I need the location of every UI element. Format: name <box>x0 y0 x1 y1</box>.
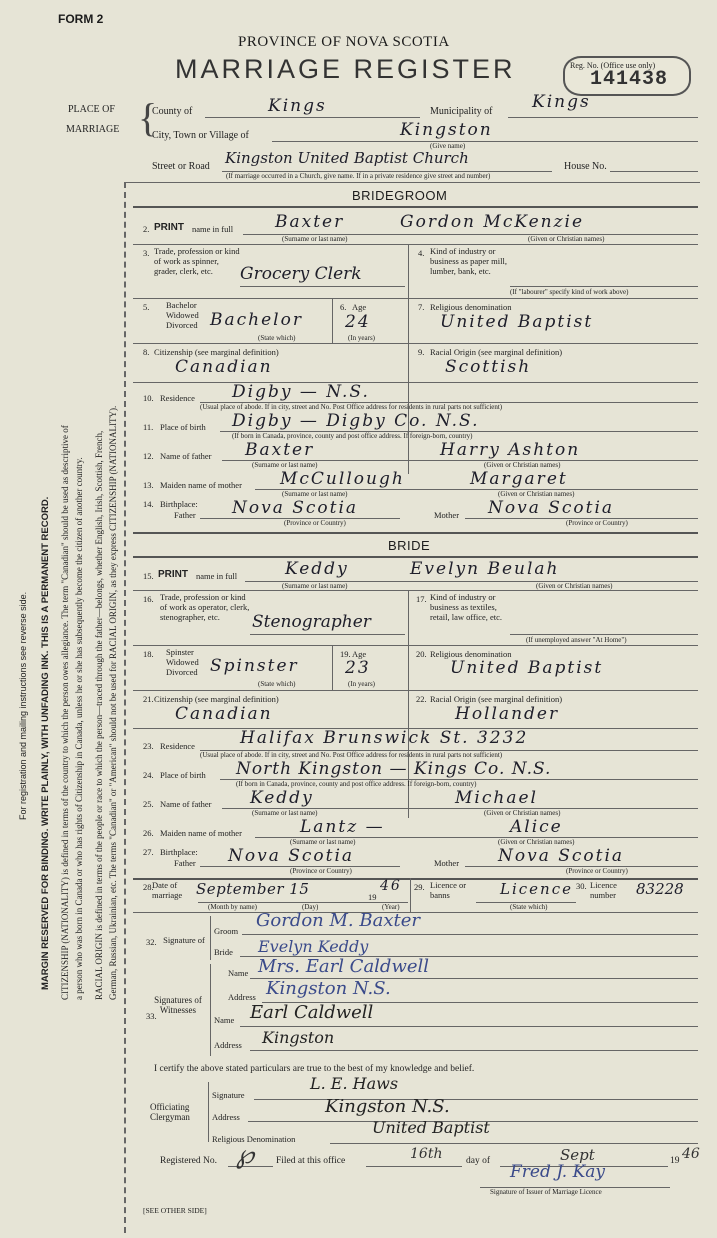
bride-birthplace-note: (If born in Canada, province, county and post office address. If foreign-born, country) <box>236 780 477 788</box>
groom-residence: Digby — N.S. <box>232 382 370 402</box>
side-note-margin: MARGIN RESERVED FOR BINDING. WRITE PLAINLY, WITH UNFADING INK. THIS IS A PERMANENT RECORD. <box>40 496 51 990</box>
father-label: Name of father <box>160 451 212 461</box>
bride-heading: BRIDE <box>388 538 431 553</box>
day-of-label: day of <box>466 1156 491 1166</box>
bride-citizenship-label: Citizenship (see marginal definition) <box>154 694 279 704</box>
field-num-5: 5. <box>143 302 150 312</box>
clergy-denomination-label: Religious Denomination <box>212 1134 296 1144</box>
field-num-33: 33. <box>146 1011 157 1021</box>
groom-mother-birthplace: Nova Scotia <box>488 498 615 518</box>
bride-surname-caption: (Surname or last name) <box>282 582 348 590</box>
groom-religion: United Baptist <box>440 312 594 332</box>
house-label: House No. <box>564 161 607 172</box>
trade-label: Trade, profession or kind of work as spinner, grader, clerk, etc. <box>154 246 240 276</box>
see-other-side: [SEE OTHER SIDE] <box>143 1206 207 1215</box>
filed-day: 16th <box>410 1146 443 1162</box>
witness2-address-label: Address <box>214 1040 242 1050</box>
bride-mother-surname-caption: (Surname or last name) <box>290 838 356 846</box>
field-num-8: 8. <box>143 347 150 357</box>
field-num-32: 32. <box>146 937 157 947</box>
issuer-signature: Fred J. Kay <box>510 1162 606 1182</box>
bride-mother-birthplace: Nova Scotia <box>498 846 625 866</box>
groom-racial: Scottish <box>445 357 532 377</box>
field-num-10: 10. <box>143 393 154 403</box>
bride-trade: Stenographer <box>252 612 371 632</box>
bride-signature: Evelyn Keddy <box>258 937 369 956</box>
field-num-3: 3. <box>143 248 150 258</box>
bride-residence: Halifax Brunswick St. 3232 <box>240 728 529 748</box>
witness2-address: Kingston <box>262 1028 335 1047</box>
bride-racial: Hollander <box>455 704 560 724</box>
side-note-instructions: For registration and mailing instructions see reverse side. <box>18 591 28 820</box>
field-num-18: 18. <box>143 649 154 659</box>
field-num-23: 23. <box>143 741 154 751</box>
field-num-30: 30. <box>576 881 587 891</box>
year-caption: (Year) <box>382 903 400 911</box>
bride-father-given-caption: (Given or Christian names) <box>484 809 561 817</box>
bride-mother-label: Maiden name of mother <box>160 828 242 838</box>
field-num-16: 16. <box>143 594 154 604</box>
bride-status-label: Spinster Widowed Divorced <box>166 647 199 677</box>
in-years-caption: (In years) <box>348 334 376 342</box>
place-of-label: PLACE OF <box>68 104 115 115</box>
side-note-racial-1: RACIAL ORIGIN is defined in terms of the people or race to which the person—traced through the father—belongs, whether English, Irish, Scottish, French, <box>94 430 104 1000</box>
bride-trade-label: Trade, profession or kind of work as operator, clerk, stenographer, etc. <box>160 592 250 622</box>
registered-mark: ℘ <box>236 1140 255 1170</box>
witness1-name: Mrs. Earl Caldwell <box>258 956 430 977</box>
city-value: Kingston <box>400 120 493 140</box>
religion-label: Religious denomination <box>430 302 512 312</box>
field-num-17: 17. <box>416 594 427 604</box>
status-label: Bachelor Widowed Divorced <box>166 300 199 330</box>
field-num-24: 24. <box>143 770 154 780</box>
reg-no-value: 141438 <box>590 68 669 91</box>
form-number: FORM 2 <box>58 12 104 26</box>
father-bp-caption: (Province or Country) <box>284 519 346 527</box>
licence-type: Licence <box>500 880 573 898</box>
mother-bp-caption: (Province or Country) <box>566 519 628 527</box>
birthplace-label: Place of birth <box>160 422 206 432</box>
groom-surname: Baxter <box>275 212 345 232</box>
bride-residence-label: Residence <box>160 741 195 751</box>
bride-father-given: Michael <box>455 788 538 808</box>
industry-label: Kind of industry or business as paper mill, lumber, bank, etc. <box>430 246 507 276</box>
birthplace-note: (If born in Canada, province, county and post office address. If foreign-born, country) <box>232 432 473 440</box>
issuer-caption: Signature of Issuer of Marriage Licence <box>490 1188 602 1196</box>
bride-age-label: Age <box>352 649 367 659</box>
year-prefix: 19 <box>368 892 377 902</box>
clergy-signature-label: Signature <box>212 1090 245 1100</box>
mother-word: Mother <box>434 510 460 520</box>
witness2-name: Earl Caldwell <box>250 1002 374 1023</box>
municipality-value: Kings <box>532 92 591 112</box>
day-caption: (Day) <box>302 903 319 911</box>
bride-name-in-full-label: name in full <box>196 571 238 581</box>
bride-father-bp-caption: (Province or Country) <box>290 867 352 875</box>
racial-label: Racial Origin (see marginal definition) <box>430 347 563 357</box>
mother-label: Maiden name of mother <box>160 480 242 490</box>
witness2-name-label: Name <box>214 1015 235 1025</box>
field-num-25: 25. <box>143 799 154 809</box>
field-num-27: 27. <box>143 847 154 857</box>
bride-print-label: PRINT <box>158 569 188 580</box>
marriage-date: September 15 <box>196 880 310 898</box>
father-word: Father <box>174 510 196 520</box>
citizenship-label: Citizenship (see marginal definition) <box>154 347 279 357</box>
age-label: Age <box>352 302 367 312</box>
field-num-11: 11. <box>143 422 154 432</box>
print-label: PRINT <box>154 222 184 233</box>
province-heading: PROVINCE OF NOVA SCOTIA <box>238 34 450 50</box>
clergy-denomination: United Baptist <box>372 1118 490 1137</box>
bride-state-which: (State which) <box>258 680 296 688</box>
name-in-full-label: name in full <box>192 224 234 234</box>
signature-of-label: Signature of <box>163 935 205 945</box>
bride-mother-given-caption: (Given or Christian names) <box>498 838 575 846</box>
bride-birthplace-label: Place of birth <box>160 770 206 780</box>
bride-residence-note: (Usual place of abode. If in city, street and No. Post Office address for residents in rural parts not sufficient) <box>200 751 503 759</box>
groom-mother-surname: McCullough <box>280 469 405 489</box>
bridegroom-heading: BRIDEGROOM <box>352 188 448 203</box>
page-title: MARRIAGE REGISTER <box>175 54 516 84</box>
clergy-address-label: Address <box>212 1112 240 1122</box>
certify-statement: I certify the above stated particulars are true to the best of my knowledge and belief. <box>154 1064 475 1074</box>
field-num-20: 20. <box>416 649 427 659</box>
groom-label: Groom <box>214 926 239 936</box>
marriage-label: MARRIAGE <box>66 124 120 135</box>
date-label: Date of marriage <box>152 880 183 900</box>
field-num-7: 7. <box>418 302 425 312</box>
bride-religion: United Baptist <box>450 658 604 678</box>
field-num-9: 9. <box>418 347 425 357</box>
side-note-citizenship-2: a person who was born in Canada or who has rights of Citizenship in Canada, unless he or she has subsequently become the citizen of another country. <box>74 457 84 1000</box>
bride-father-birthplace: Nova Scotia <box>228 846 355 866</box>
field-num-26: 26. <box>143 828 154 838</box>
state-which-caption: (State which) <box>258 334 296 342</box>
field-num-21: 21. <box>143 694 154 704</box>
bride-mother-bp-caption: (Province or Country) <box>566 867 628 875</box>
bride-industry-note: (If unemployed answer "At Home") <box>526 636 627 644</box>
city-label: City, Town or Village of <box>152 130 249 141</box>
bride-industry-label: Kind of industry or business as textiles, retail, law office, etc. <box>430 592 503 622</box>
field-num-15: 15. <box>143 571 154 581</box>
field-num-28: 28. <box>143 882 154 892</box>
bride-father-surname: Keddy <box>250 788 314 808</box>
bride-birthplace2-label: Birthplace: <box>160 847 198 857</box>
field-num-4: 4. <box>418 248 425 258</box>
mother-given-caption: (Given or Christian names) <box>498 490 575 498</box>
birthplace2-label: Birthplace: <box>160 499 198 509</box>
bride-given: Evelyn Beulah <box>410 559 560 579</box>
bride-status: Spinster <box>210 656 299 676</box>
groom-birthplace: Digby — Digby Co. N.S. <box>232 411 480 431</box>
marriage-year: 46 <box>380 878 402 894</box>
officiating-label: Officiating Clergyman <box>150 1102 190 1123</box>
filed-year-prefix: 19 <box>670 1156 680 1166</box>
field-num-13: 13. <box>143 480 154 490</box>
mother-surname-caption: (Surname or last name) <box>282 490 348 498</box>
bride-father-surname-caption: (Surname or last name) <box>252 809 318 817</box>
groom-age: 24 <box>345 312 371 332</box>
bride-in-years: (In years) <box>348 680 376 688</box>
bride-religion-label: Religious denomination <box>430 649 512 659</box>
filed-label: Filed at this office <box>276 1156 346 1166</box>
bride-mother-given: Alice <box>510 817 563 837</box>
clergy-address: Kingston N.S. <box>325 1096 450 1117</box>
street-note: (If marriage occurred in a Church, give name. If in a private residence give street and number) <box>226 172 491 180</box>
licence-state-caption: (State which) <box>510 903 548 911</box>
licence-number: 83228 <box>636 880 684 898</box>
give-name-caption: (Give name) <box>430 142 466 150</box>
bride-label: Bride <box>214 947 233 957</box>
residence-label: Residence <box>160 393 195 403</box>
father-given-caption: (Given or Christian names) <box>484 461 561 469</box>
side-note-racial-2: German, Russian, Ukrainian, etc. The terms "Canadian" or "American" should not be used for RACIAL ORIGIN, as they express CITIZENSHIP (NATIONALITY). <box>108 405 118 1000</box>
witness1-address-label: Address <box>228 992 256 1002</box>
bride-mother-surname: Lantz — <box>300 817 385 837</box>
groom-citizenship: Canadian <box>175 357 273 377</box>
place-brace: { <box>138 95 158 140</box>
groom-given: Gordon McKenzie <box>400 212 585 232</box>
bride-father-word: Father <box>174 858 196 868</box>
witness1-address: Kingston N.S. <box>266 978 391 999</box>
residence-note: (Usual place of abode. If in city, street and No. Post Office address for residents in rural parts not sufficient) <box>200 403 503 411</box>
bride-given-caption: (Given or Christian names) <box>536 582 613 590</box>
field-num-29: 29. <box>414 882 425 892</box>
given-caption: (Given or Christian names) <box>528 235 605 243</box>
groom-mother-given: Margaret <box>470 469 568 489</box>
licence-number-label: Licence number <box>590 880 617 900</box>
bride-father-label: Name of father <box>160 799 212 809</box>
field-num-6: 6. <box>340 302 347 312</box>
filed-year: 46 <box>682 1146 700 1162</box>
field-num-22: 22. <box>416 694 427 704</box>
clergy-signature: L. E. Haws <box>310 1074 399 1093</box>
groom-trade: Grocery Clerk <box>240 264 362 284</box>
street-label: Street or Road <box>152 161 210 172</box>
field-num-2: 2. <box>143 224 150 234</box>
groom-signature: Gordon M. Baxter <box>256 910 420 931</box>
groom-status: Bachelor <box>210 310 303 330</box>
field-num-14: 14. <box>143 499 154 509</box>
registered-no-label: Registered No. <box>160 1156 217 1166</box>
county-value: Kings <box>268 96 327 116</box>
bride-mother-word: Mother <box>434 858 460 868</box>
father-surname-caption: (Surname or last name) <box>252 461 318 469</box>
municipality-label: Municipality of <box>430 106 493 117</box>
surname-caption: (Surname or last name) <box>282 235 348 243</box>
bride-age: 23 <box>345 658 371 678</box>
licence-label: Licence or banns <box>430 880 467 900</box>
witness1-name-label: Name <box>228 968 249 978</box>
bride-racial-label: Racial Origin (see marginal definition) <box>430 694 563 704</box>
filed-month: Sept <box>560 1146 595 1164</box>
bride-citizenship: Canadian <box>175 704 273 724</box>
reg-no-label: Reg. No. (Office use only) <box>570 61 656 70</box>
street-value: Kingston United Baptist Church <box>225 149 469 167</box>
month-caption: (Month by name) <box>208 903 257 911</box>
industry-note: (If "labourer" specify kind of work above) <box>510 288 629 296</box>
bride-birthplace: North Kingston — Kings Co. N.S. <box>236 759 552 779</box>
groom-father-birthplace: Nova Scotia <box>232 498 359 518</box>
witnesses-label: Signatures of Witnesses <box>154 995 202 1016</box>
side-note-citizenship-1: CITIZENSHIP (NATIONALITY) is defined in terms of the country to which the person owes allegiance. The term "Canadian" should be used as descriptive of <box>60 425 70 1000</box>
field-num-19: 19. <box>340 649 351 659</box>
field-num-12: 12. <box>143 451 154 461</box>
county-label: County of <box>152 106 193 117</box>
groom-father-given: Harry Ashton <box>440 440 581 460</box>
groom-father-surname: Baxter <box>245 440 315 460</box>
bride-surname: Keddy <box>285 559 349 579</box>
